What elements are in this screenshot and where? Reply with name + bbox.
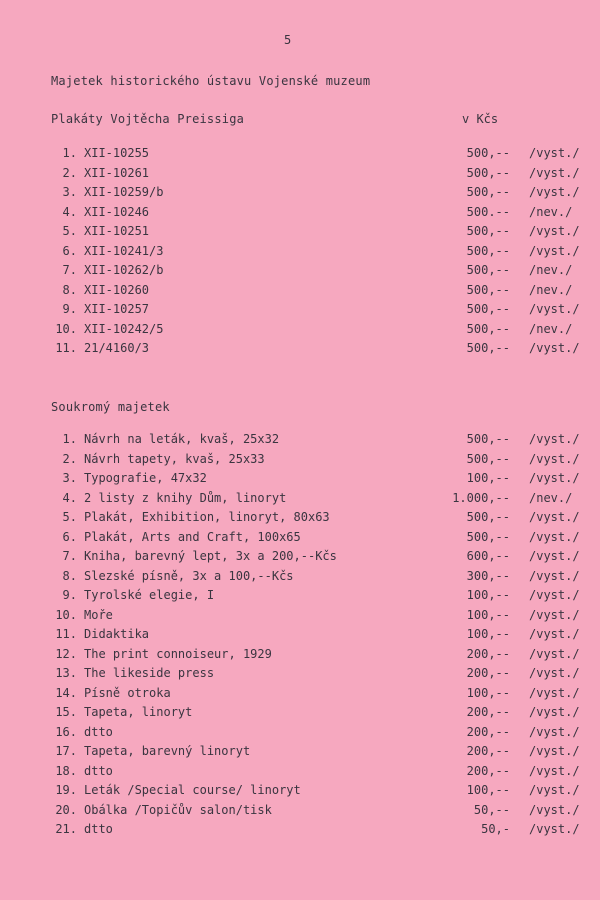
item-price: 500,-- [466,185,510,199]
list-item [0,452,600,470]
item-description: XII-10255 [84,146,150,160]
item-number: 5. [62,224,77,238]
item-number: 11. [55,627,77,641]
item-price: 500,-- [466,165,510,180]
list-item [0,244,600,262]
list-item [0,491,600,509]
list-item [0,803,600,821]
list-item [0,146,600,164]
item-description: Plakát, Exhibition, linoryt, 80x63 [84,510,330,524]
list-item [0,166,600,184]
item-status: /vyst./ [529,224,580,238]
item-number: 6. [62,243,77,258]
item-number: 10. [55,607,77,622]
item-price: 500,-- [466,263,510,277]
item-number: 6. [62,529,77,544]
item-description: XII-10242/5 [84,321,164,336]
item-description: Tapeta, barevný linoryt [84,744,251,758]
item-description: The print connoiseur, 1929 [84,646,272,661]
item-price: 100,-- [466,588,510,602]
item-price: 1.000,-- [452,490,510,505]
list-item [0,822,600,840]
item-number: 9. [62,302,77,316]
item-description: dtto [84,822,113,836]
item-price: 100,-- [466,471,510,485]
item-price: 200,-- [466,744,510,758]
list-item [0,647,600,665]
list-item [0,686,600,704]
item-price: 50,-- [473,802,510,817]
item-description: Tyrolské elegie, I [84,588,215,602]
item-description: XII-10260 [84,282,150,297]
item-description: Návrh tapety, kvaš, 25x33 [84,451,265,466]
list-item [0,283,600,301]
item-price: 100,-- [466,685,510,700]
item-price: 500,-- [466,243,510,258]
document-title: Majetek historického ústavu Vojenské muzeum [51,74,371,88]
item-price: 500,-- [466,321,510,336]
list-item [0,705,600,723]
item-status: /vyst./ [529,451,580,466]
item-price: 500,-- [466,510,510,524]
item-number: 4. [62,490,77,505]
item-description: XII-10262/b [84,263,164,277]
item-status: /vyst./ [529,471,580,485]
list-item [0,608,600,626]
item-description: dtto [84,724,113,739]
item-status: /vyst./ [529,588,580,602]
item-status: /vyst./ [529,646,580,661]
item-description: The likeside press [84,666,215,680]
item-price: 100,-- [466,627,510,641]
item-description: XII-10257 [84,302,150,316]
item-status: /nev./ [529,204,573,219]
list-item [0,322,600,340]
list-item [0,341,600,359]
item-number: 18. [55,763,77,778]
item-number: 1. [62,432,77,446]
list-item [0,666,600,684]
item-description: XII-10241/3 [84,243,164,258]
item-price: 200,-- [466,646,510,661]
item-number: 14. [55,685,77,700]
item-number: 12. [55,646,77,661]
item-description: Písně otroka [84,685,171,700]
item-number: 20. [55,802,77,817]
item-description: Typografie, 47x32 [84,471,207,485]
item-status: /vyst./ [529,627,580,641]
item-description: Slezské písně, 3x a 100,--Kčs [84,568,294,583]
item-number: 8. [62,568,77,583]
list-item [0,744,600,762]
item-status: /vyst./ [529,744,580,758]
item-status: /vyst./ [529,607,580,622]
list-item [0,764,600,782]
item-status: /vyst./ [529,666,580,680]
item-status: /vyst./ [529,185,580,199]
item-description: 21/4160/3 [84,341,150,355]
item-status: /vyst./ [529,685,580,700]
item-status: /vyst./ [529,705,580,719]
item-number: 1. [62,146,77,160]
item-number: 5. [62,510,77,524]
item-status: /nev./ [529,282,573,297]
item-status: /vyst./ [529,529,580,544]
item-description: Didaktika [84,627,150,641]
item-description: Obálka /Topičův salon/tisk [84,802,272,817]
item-number: 17. [55,744,77,758]
item-number: 7. [62,263,77,277]
item-status: /vyst./ [529,724,580,739]
item-price: 600,-- [466,549,510,563]
item-description: 2 listy z knihy Dům, linoryt [84,490,287,505]
item-status: /vyst./ [529,302,580,316]
section-heading-private: Soukromý majetek [51,400,170,414]
item-number: 19. [55,783,77,797]
item-number: 11. [55,341,77,355]
item-description: Plakát, Arts and Craft, 100x65 [84,529,301,544]
item-price: 500.-- [466,204,510,219]
item-status: /vyst./ [529,432,580,446]
item-price: 100,-- [466,607,510,622]
list-item [0,530,600,548]
item-number: 3. [62,185,77,199]
list-item [0,471,600,489]
item-description: Moře [84,607,113,622]
item-number: 3. [62,471,77,485]
item-number: 21. [55,822,77,836]
item-price: 500,-- [466,302,510,316]
list-item [0,569,600,587]
item-price: 500,-- [466,529,510,544]
item-number: 15. [55,705,77,719]
item-number: 8. [62,282,77,297]
item-status: /vyst./ [529,146,580,160]
item-price: 200,-- [466,763,510,778]
item-price: 500,-- [466,451,510,466]
item-status: /vyst./ [529,802,580,817]
item-status: /vyst./ [529,763,580,778]
item-price: 100,-- [466,783,510,797]
item-status: /vyst./ [529,165,580,180]
item-status: /vyst./ [529,510,580,524]
item-status: /vyst./ [529,341,580,355]
item-price: 200,-- [466,724,510,739]
list-item [0,185,600,203]
item-description: Kniha, barevný lept, 3x a 200,--Kčs [84,549,337,563]
item-number: 4. [62,204,77,219]
item-number: 13. [55,666,77,680]
item-price: 200,-- [466,666,510,680]
list-item [0,510,600,528]
item-description: Tapeta, linoryt [84,705,193,719]
item-number: 9. [62,588,77,602]
item-status: /vyst./ [529,783,580,797]
price-column-header: v Kčs [462,112,499,126]
item-description: XII-10246 [84,204,150,219]
item-number: 2. [62,451,77,466]
item-price: 500,-- [466,282,510,297]
item-price: 500,-- [466,224,510,238]
item-status: /vyst./ [529,549,580,563]
item-status: /nev./ [529,321,573,336]
list-item [0,263,600,281]
list-item [0,205,600,223]
item-number: 7. [62,549,77,563]
item-number: 16. [55,724,77,739]
item-description: dtto [84,763,113,778]
item-price: 500,-- [466,146,510,160]
list-item [0,627,600,645]
list-item [0,224,600,242]
item-description: XII-10261 [84,165,150,180]
item-number: 2. [62,165,77,180]
item-price: 50,- [481,822,510,836]
item-description: Návrh na leták, kvaš, 25x32 [84,432,280,446]
list-item [0,549,600,567]
list-item [0,783,600,801]
item-status: /vyst./ [529,568,580,583]
list-item [0,725,600,743]
section-heading-preissig: Plakáty Vojtěcha Preissiga [51,112,245,126]
item-price: 200,-- [466,705,510,719]
item-description: XII-10251 [84,224,150,238]
list-item [0,302,600,320]
item-number: 10. [55,321,77,336]
item-status: /nev./ [529,263,573,277]
item-description: Leták /Special course/ linoryt [84,783,301,797]
page-number: 5 [284,33,292,47]
item-price: 500,-- [466,341,510,355]
list-item [0,588,600,606]
item-status: /vyst./ [529,243,580,258]
item-status: /nev./ [529,490,573,505]
list-item [0,432,600,450]
item-price: 500,-- [466,432,510,446]
item-price: 300,-- [466,568,510,583]
item-description: XII-10259/b [84,185,164,199]
item-status: /vyst./ [529,822,580,836]
